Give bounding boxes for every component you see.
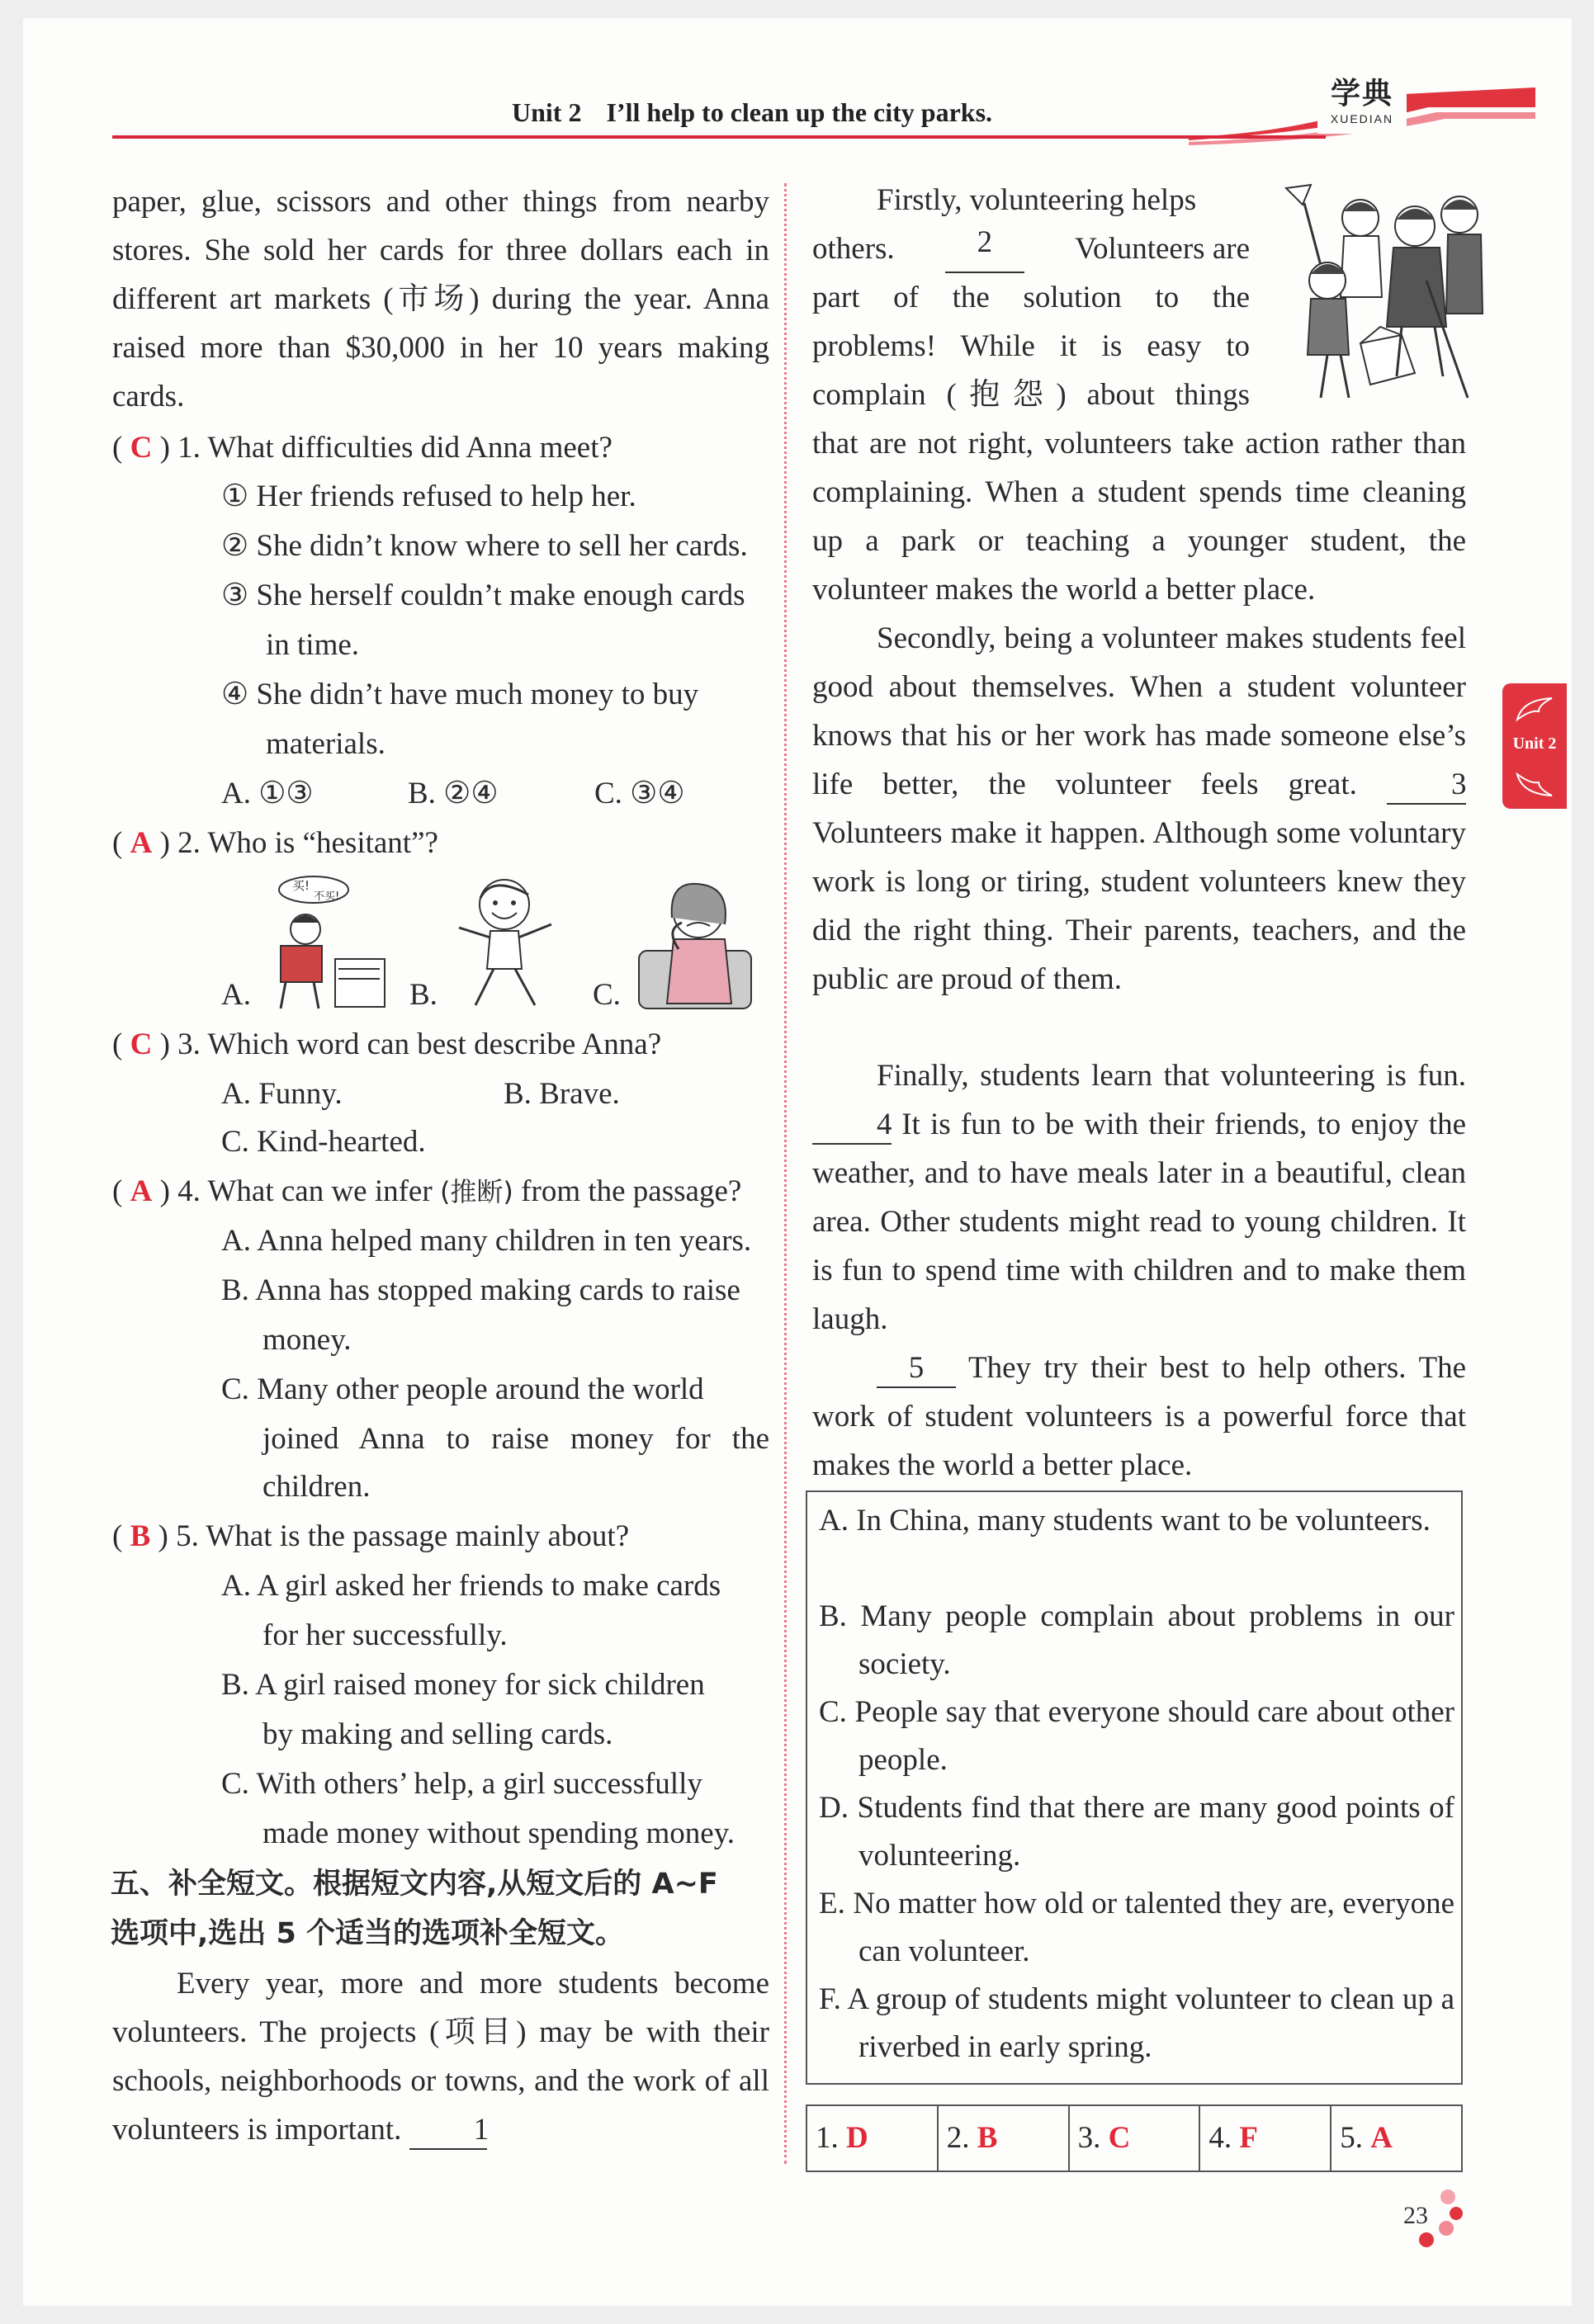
q1-choice-b: B. ②④ bbox=[408, 777, 499, 810]
blank-4: 4 bbox=[812, 1107, 892, 1145]
option-e: E. No matter how old or talented they are, everyone can volunteer. bbox=[819, 1887, 1454, 1968]
q2-choice-b-label: B. bbox=[409, 978, 438, 1012]
answer-cell-4 bbox=[1200, 2106, 1331, 2170]
q2-choice-a-label: A. bbox=[221, 978, 251, 1012]
option-c: C. People say that everyone should care about other people. bbox=[819, 1695, 1454, 1777]
q5-choice-a: A. A girl asked her friends to make cards bbox=[221, 1569, 721, 1603]
sad-girl-picture bbox=[632, 872, 756, 1012]
q5-choice-a-cont: for her successfully. bbox=[263, 1618, 508, 1652]
paragraph-3-text-2: Volunteers make it happen. Although some voluntary work is long or tiring, student volunteers knew they did the right thing. Their parents, teachers, and the public are proud of them. bbox=[812, 816, 1466, 996]
header-title-text: I’ll help to clean up the city parks. bbox=[606, 97, 993, 127]
options-box bbox=[806, 1490, 1463, 2085]
blank-5: 5 bbox=[877, 1350, 956, 1388]
wing-ornament-icon bbox=[1514, 695, 1555, 725]
passage-paragraph-5 bbox=[812, 1344, 1466, 1490]
unit-side-tab bbox=[1502, 683, 1567, 809]
paragraph-2-line-4: problems! While it is easy to bbox=[812, 329, 1250, 363]
column-divider bbox=[784, 183, 787, 2164]
answer-cell-1-num: 1. bbox=[816, 2121, 839, 2155]
section-5-heading-line-2: 选项中,选出 5 个适当的选项补全短文。 bbox=[111, 1917, 625, 1950]
question-1-text: 1. What difficulties did Anna meet? bbox=[177, 431, 613, 465]
header-rule bbox=[112, 135, 1326, 139]
answer-cell-4-value: F bbox=[1239, 2121, 1258, 2155]
paragraph-4-text-2: It is fun to be with their friends, to enjoy the weather, and to have meals later in a beautiful, clean area. Other students might read to young children. It is fun to spend time with children and to make them laugh. bbox=[812, 1108, 1466, 1336]
q1-item-2: ② She didn’t know where to sell her cards. bbox=[221, 529, 748, 563]
q4-choice-c: C. Many other people around the world bbox=[221, 1372, 704, 1406]
q2-choice-c-label: C. bbox=[593, 978, 621, 1012]
answer-cell-3 bbox=[1070, 2106, 1201, 2170]
q3-choice-c: C. Kind-hearted. bbox=[221, 1125, 426, 1159]
answer-cell-1-value: D bbox=[846, 2121, 868, 2155]
option-a: A. In China, many students want to be volunteers. bbox=[819, 1504, 1431, 1538]
paragraph-4-text: Finally, students learn that volunteering is fun. bbox=[877, 1059, 1466, 1093]
q2-bubble-buy: 买! bbox=[292, 878, 310, 893]
answer-cell-2-value: B bbox=[977, 2121, 998, 2155]
option-b: B. Many people complain about problems in our society. bbox=[819, 1599, 1454, 1681]
q3-choice-b: B. Brave. bbox=[504, 1077, 620, 1111]
answer-cell-5 bbox=[1331, 2106, 1461, 2170]
question-4-text-pre: 4. What can we infer bbox=[177, 1174, 440, 1208]
page-header-title bbox=[512, 97, 992, 128]
passage-paragraph-4 bbox=[812, 1051, 1466, 1344]
header-unit: Unit 2 bbox=[512, 97, 582, 127]
question-4-text-cn: (推断) bbox=[439, 1176, 513, 1207]
question-2-text: 2. Who is “hesitant”? bbox=[177, 826, 438, 860]
answer-cell-4-num: 4. bbox=[1209, 2121, 1232, 2155]
q4-choice-c-cont: joined Anna to raise money for the bbox=[263, 1422, 769, 1456]
q4-choice-c-cont-2: children. bbox=[263, 1470, 371, 1504]
hesitant-boy-picture bbox=[256, 872, 396, 1012]
page-number: 23 bbox=[1403, 2202, 1428, 2229]
q1-choice-a: A. ①③ bbox=[221, 777, 314, 810]
answer-cell-5-num: 5. bbox=[1340, 2121, 1363, 2155]
q1-item-3-cont: in time. bbox=[266, 628, 360, 662]
answer-cell-2-num: 2. bbox=[946, 2121, 970, 2155]
paragraph-3-text: Secondly, being a volunteer makes students feel good about themselves. When a student volunteer knows that his or her work has made someone else’s life better, the volunteer feels great. bbox=[812, 621, 1466, 801]
answer-cell-3-value: C bbox=[1108, 2121, 1131, 2155]
q5-choice-b-cont: by making and selling cards. bbox=[263, 1717, 613, 1751]
answer-cell-5-value: A bbox=[1370, 2121, 1393, 2155]
blank-1: 1 bbox=[409, 2112, 487, 2150]
question-5-text: 5. What is the passage mainly about? bbox=[176, 1519, 630, 1553]
paragraph-2-line-1: Firstly, volunteering helps bbox=[877, 183, 1197, 217]
section-5-heading-line-1: 五、补全短文。根据短文内容,从短文后的 A~F bbox=[111, 1868, 718, 1901]
option-d: D. Students find that there are many good points of volunteering. bbox=[819, 1791, 1454, 1873]
q4-choice-a: A. Anna helped many children in ten years. bbox=[221, 1224, 752, 1258]
passage-paragraph-1 bbox=[112, 1959, 769, 2154]
publisher-logo bbox=[1317, 76, 1407, 134]
question-3-text: 3. Which word can best describe Anna? bbox=[177, 1027, 662, 1061]
q5-choice-b: B. A girl raised money for sick children bbox=[221, 1668, 705, 1702]
answer-2: A bbox=[130, 826, 153, 860]
volunteers-cleaning-picture bbox=[1278, 182, 1484, 404]
answer-1: C bbox=[130, 431, 153, 465]
q4-choice-b: B. Anna has stopped making cards to raise bbox=[221, 1273, 740, 1307]
blank-2: 2 bbox=[945, 224, 1024, 273]
answer-3: C bbox=[130, 1027, 153, 1061]
question-2: ( A ) 2. Who is “hesitant”? bbox=[112, 826, 438, 860]
blank-3: 3 bbox=[1387, 767, 1466, 805]
q3-choice-a: A. Funny. bbox=[221, 1077, 343, 1111]
q1-item-3: ③ She herself couldn’t make enough cards bbox=[221, 579, 745, 612]
answer-cell-2 bbox=[939, 2106, 1070, 2170]
question-4: ( A ) 4. What can we infer (推断) from the passage? bbox=[112, 1174, 742, 1208]
q1-item-1: ① Her friends refused to help her. bbox=[221, 479, 636, 513]
question-5: ( B ) 5. What is the passage mainly about? bbox=[112, 1519, 630, 1553]
q5-choice-c: C. With others’ help, a girl successfully bbox=[221, 1767, 702, 1801]
paragraph-1-text: Every year, more and more students become volunteers. The projects (项目) may be with their schools, neighborhoods or towns, and the work of all volunteers is important. bbox=[112, 1967, 769, 2147]
answer-cell-3-num: 3. bbox=[1077, 2121, 1101, 2155]
question-4-text-post: from the passage? bbox=[513, 1174, 742, 1208]
question-1: ( C ) 1. What difficulties did Anna meet? bbox=[112, 431, 613, 465]
paragraph-2-line-2 bbox=[812, 224, 1250, 273]
paragraph-5-text: They try their best to help others. The work of student volunteers is a powerful force that makes the world a better place. bbox=[812, 1351, 1466, 1482]
q1-item-4: ④ She didn’t have much money to buy bbox=[221, 678, 699, 711]
answer-table bbox=[806, 2104, 1463, 2172]
logo-chinese: 学典 bbox=[1330, 77, 1393, 111]
paragraph-2-line-2-pre: others. bbox=[812, 232, 895, 266]
passage-paragraph-3 bbox=[812, 614, 1466, 1004]
q5-choice-c-cont: made money without spending money. bbox=[263, 1816, 736, 1850]
answer-5: B bbox=[130, 1519, 151, 1553]
q2-bubble-not-buy: 不买! bbox=[314, 890, 340, 903]
side-tab-label: Unit 2 bbox=[1512, 735, 1557, 753]
paragraph-2-line-3: part of the solution to the bbox=[812, 281, 1250, 314]
paragraph-2-rest: that are not right, volunteers take action rather than complaining. When a student spends time cleaning up a park or teaching a younger student, the volunteer makes the world a better place. bbox=[812, 427, 1466, 607]
answer-cell-1 bbox=[807, 2106, 939, 2170]
answer-4: A bbox=[130, 1174, 153, 1208]
option-f: F. A group of students might volunteer to clean up a riverbed in early spring. bbox=[819, 1982, 1454, 2064]
logo-english: XUEDIAN bbox=[1330, 112, 1394, 125]
wing-ornament-icon bbox=[1514, 769, 1555, 799]
dots-decoration-icon bbox=[1410, 2185, 1464, 2251]
paragraph-2-line-2-post: Volunteers are bbox=[1075, 232, 1250, 266]
q1-item-4-cont: materials. bbox=[266, 727, 385, 761]
passage-ending: paper, glue, scissors and other things from nearby stores. She sold her cards for three dollars each in different art markets (市场) during the year. Anna raised more than $30,000 in her 10 years making cards. bbox=[112, 185, 769, 413]
question-3: ( C ) 3. Which word can best describe Anna? bbox=[112, 1027, 662, 1061]
q4-choice-b-cont: money. bbox=[263, 1323, 352, 1357]
happy-boy-picture bbox=[442, 870, 566, 1012]
paragraph-2-line-5: complain (抱怨) about things bbox=[812, 378, 1250, 412]
q1-choice-c: C. ③④ bbox=[594, 777, 685, 810]
